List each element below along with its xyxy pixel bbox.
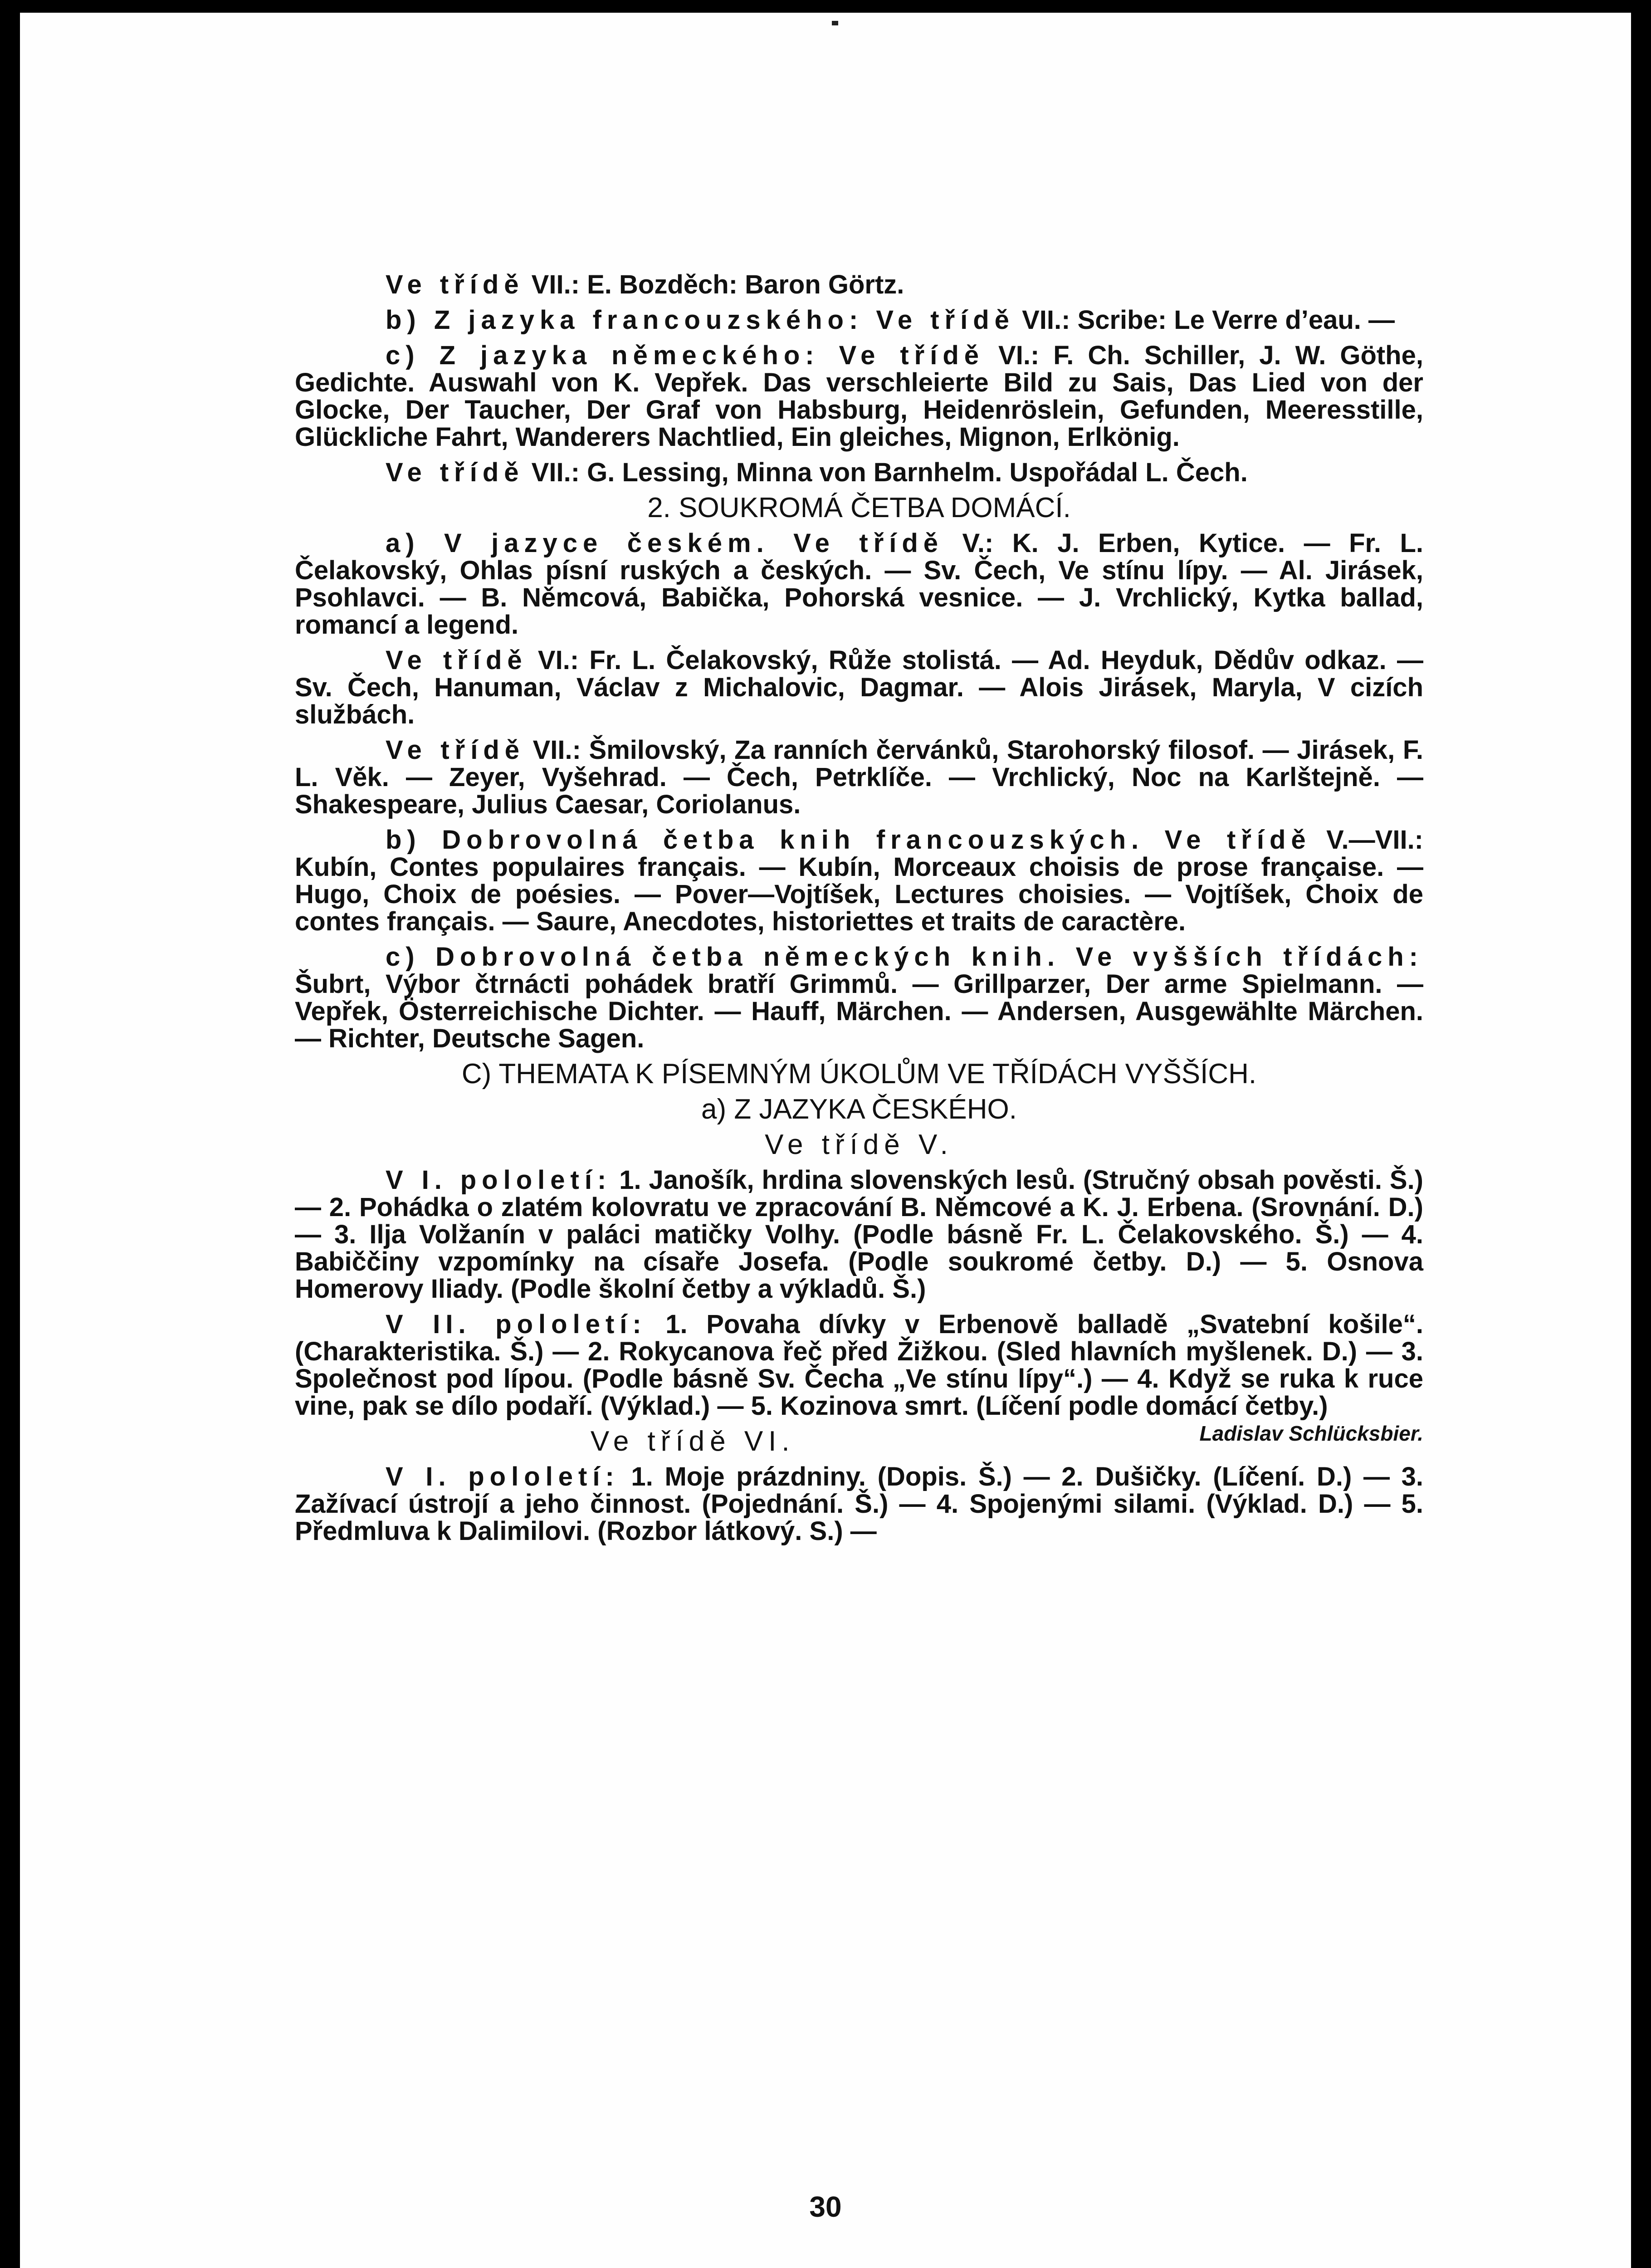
class-heading-v: Ve třídě V. bbox=[765, 1129, 953, 1160]
author-signature: Ladislav Schlücksbier. bbox=[1199, 1422, 1423, 1445]
page-number: 30 bbox=[809, 2190, 842, 2223]
paragraph-class-vii-bozdech: Ve třídě VII.: E. Bozděch: Baron Görtz. bbox=[386, 270, 904, 299]
paragraph-german-books: c) Dobrovolná četba německých knih. Ve vyšších třídách: Šubrt, Výbor čtrnácti pohádek bratří Grimmů. — Grillparzer, Der arme Spielmann. — Vepřek, Österreichische Dichter. — Hauff, Märchen. — Andersen, Ausgewählte Märchen. — Richter, Deutsche Sagen. bbox=[295, 942, 1423, 1053]
class-heading-vi: Ve třídě VI. bbox=[590, 1426, 795, 1457]
paragraph-czech-vii: Ve třídě VII.: Šmilovský, Za ranních červánků, Starohorský filosof. — Jirásek, F. L. Věk. — Zeyer, Vyšehrad. — Čech, Petrklíče. — Vrchlický, Noc na Karlštejně. — Shakespeare, Julius Caesar, Coriolanus. bbox=[295, 735, 1423, 819]
paragraph-czech-v: a) V jazyce českém. Ve třídě V.: K. J. Erben, Kytice. — Fr. L. Čelakovský, Ohlas písní ruských a českých. — Sv. Čech, Ve stínu lípy. — Al. Jirásek, Psohlavci. — B. Němcová, Babička, Pohorská vesnice. — J. Vrchlický, Kytka ballad, romancí a legend. bbox=[295, 528, 1423, 640]
paragraph-v-second-term: V II. pololetí: 1. Povaha dívky v Erbenově balladě „Svatební košile“. (Charakteristika. Š.) — 2. Rokycanova řeč před Žižkou. (Sled hlavních myšlenek. D.) — 3. Společnost pod lípou. (Podle básně Sv. Čecha „Ve stínu lípy“.) — 4. Když se ruka k ruce vine, pak se dílo podaří. (Výklad.) — 5. Kozinova smrt. (Líčení podle domácí četby.) Ladislav Schlücksbier. bbox=[295, 1311, 1423, 1420]
paragraph-v-first-term: V I. pololetí: 1. Janošík, hrdina slovenských lesů. (Stručný obsah pověsti. Š.) — 2. Pohádka o zlatém kolovratu ve zpracování B. Němcové a K. J. Erbena. (Srovnání. D.) — 3. Ilja Volžanín v paláci matičky Volhy. (Podle básně Fr. L. Čelakovského. Š.) — 4. Babiččiny vzpomínky na císaře Josefa. (Podle soukromé četby. D.) — 5. Osnova Homerovy Iliady. (Podle školní četby a výkladů. Š.) bbox=[295, 1165, 1423, 1304]
paragraph-german: c) Z jazyka německého: Ve třídě VI.: F. Ch. Schiller, J. W. Göthe, Gedichte. Auswahl von K. Vepřek. Das verschleierte Bild zu Sais, Das Lied von der Glocke, Der Taucher, Der Graf von Habsburg, Heidenröslein, Gefunden, Meeresstille, Glückliche Fahrt, Wanderers Nachtlied, Ein gleiches, Mignon, Erlkönig. bbox=[295, 341, 1423, 452]
section-heading-private-reading: 2. SOUKROMÁ ČETBA DOMÁCÍ. bbox=[647, 492, 1071, 523]
paragraph-vi-first-term: V I. pololetí: 1. Moje prázdniny. (Dopis. Š.) — 2. Dušičky. (Líčení. D.) — 3. Zažívací ústrojí a jeho činnost. (Pojednání. Š.) — 4. Spojenými silami. (Výklad. D.) — 5. Předmluva k Dalimilovi. (Rozbor látkový. S.) — bbox=[295, 1462, 1423, 1546]
subheading-czech: a) Z JAZYKA ČESKÉHO. bbox=[701, 1094, 1017, 1125]
scan-mark bbox=[832, 21, 838, 25]
body-text bbox=[295, 271, 1423, 1553]
paragraph-french: b) Z jazyka francouzského: Ve třídě VII.: Scribe: Le Verre d’eau. — bbox=[386, 305, 1395, 335]
paragraph-class-vii-lessing: Ve třídě VII.: G. Lessing, Minna von Barnhelm. Uspořádal L. Čech. bbox=[386, 458, 1248, 487]
section-heading-themes: C) THEMATA K PÍSEMNÝM ÚKOLŮM VE TŘÍDÁCH VYŠŠÍCH. bbox=[461, 1058, 1257, 1090]
document-page bbox=[20, 13, 1631, 2268]
paragraph-french-books: b) Dobrovolná četba knih francouzských. Ve třídě V.—VII.: Kubín, Contes populaires français. — Kubín, Morceaux choisis de prose française. — Hugo, Choix de poésies. — Pover—Vojtíšek, Lectures choisies. — Vojtíšek, Choix de contes français. — Saure, Anecdotes, historiettes et traits de caractère. bbox=[295, 825, 1423, 936]
paragraph-czech-vi: Ve třídě VI.: Fr. L. Čelakovský, Růže stolistá. — Ad. Heyduk, Dědův odkaz. — Sv. Čech, Hanuman, Václav z Michalovic, Dagmar. — Alois Jirásek, Maryla, V cizích službách. bbox=[295, 645, 1423, 729]
